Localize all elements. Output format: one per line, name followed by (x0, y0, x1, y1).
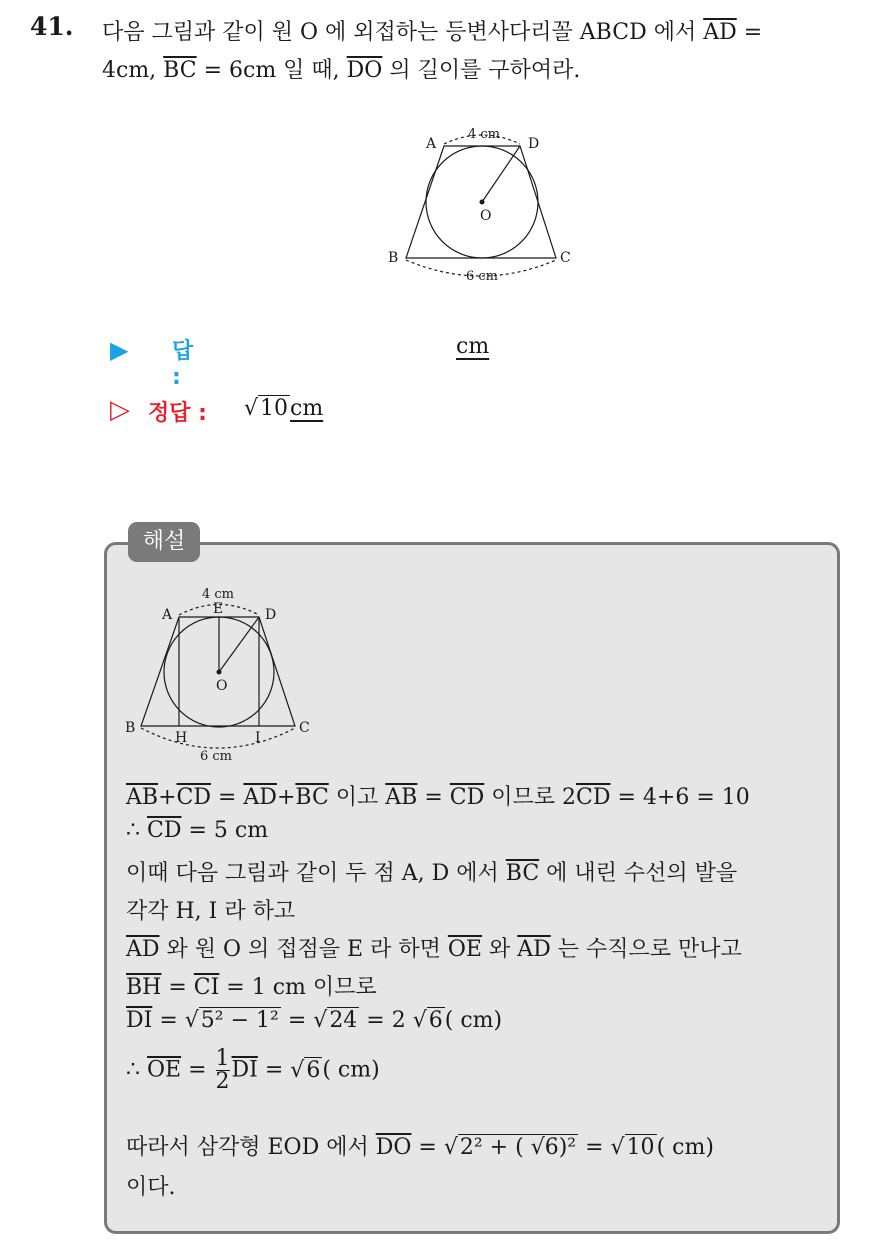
bottom-dimension-arc (141, 728, 295, 748)
solution-line-8: ∴ $\overline{OE}$ = $\frac{1}{2}$ $\overline{DI} = √6$( cm) (126, 1046, 380, 1094)
correct-answer-label: 정답 : (148, 401, 207, 426)
answer-label: 답 : (172, 339, 194, 390)
solution-line-4: 각각 H, I 라 하고 (126, 899, 296, 924)
label-d: D (265, 607, 277, 623)
label-b: B (388, 250, 399, 266)
solution-line-7: $\overline{DI} = √5^2 - 1^2 = √24 = 2$ √6( cm) (126, 1008, 503, 1033)
label-a: A (162, 607, 173, 623)
solution-line-5: $\overline{AD}$ 와 원 O 의 접점을 E 라 하면 $\overline{OE}$ 와 $\overline{AD}$ 는 수직으로 만나고 (126, 937, 742, 962)
solution-line-3: 이때 다음 그림과 같이 두 점 A, D 에서 $\overline{BC}$ 에 내린 수선의 발을 (126, 861, 738, 886)
question-number: 41. (30, 12, 74, 41)
question-text: 다음 그림과 같이 원 O 에 외접하는 등변사다리꼴 ABCD 에서 $\overline{AD}$ = 4cm, $\overline{BC} = 6cm$ 일 때, $\overline{DO}$ 의 길이를 구하여라. (102, 20, 763, 83)
label-e: E (213, 601, 224, 617)
answer-marker-icon: ▶ (110, 336, 129, 364)
top-length-label: 4 cm (468, 127, 501, 142)
label-b: B (125, 720, 136, 736)
correct-marker-icon: ▷ (110, 395, 130, 425)
answer-unit: cm (456, 334, 490, 359)
label-d: D (528, 136, 540, 152)
solution-line-2: ∴ $\overline{CD} = 5$ cm (126, 818, 269, 843)
label-c: C (299, 720, 310, 736)
solution-line-6: $\overline{BH} = \overline{CI} = 1$ cm 이므로 (126, 975, 377, 1000)
label-c: C (560, 250, 571, 266)
label-i: I (255, 730, 261, 746)
bottom-length-label: 6 cm (466, 269, 499, 284)
label-h: H (175, 730, 188, 746)
top-length-label: 4 cm (202, 587, 235, 602)
solution-line-1: $\overline{AB}+\overline{CD} = \overline{AD}+\overline{BC}$ 이고 $\overline{AB} = \overline{CD}$ 이므로 $2\overline{CD} = 4+6 = 10$ (126, 785, 750, 810)
trapezoid-figure (384, 124, 584, 284)
label-a: A (426, 136, 437, 152)
center-point (480, 200, 485, 205)
solution-tab: 해설 (128, 522, 200, 562)
solution-figure (122, 586, 322, 766)
fraction-one-half: $\frac{1}{2}$ (215, 1046, 230, 1094)
segment-od (219, 617, 259, 672)
bottom-length-label: 6 cm (200, 749, 233, 764)
label-o: O (216, 678, 228, 694)
center-point (217, 670, 222, 675)
solution-line-9: 따라서 삼각형 EOD 에서 $\overline{DO} = √2^2$ + ( √6)² = √10( cm) (126, 1135, 714, 1160)
solution-line-10: 이다. (126, 1175, 176, 1200)
correct-answer-value: √10cm (244, 396, 324, 421)
segment-do (482, 146, 520, 202)
label-o: O (480, 208, 492, 224)
